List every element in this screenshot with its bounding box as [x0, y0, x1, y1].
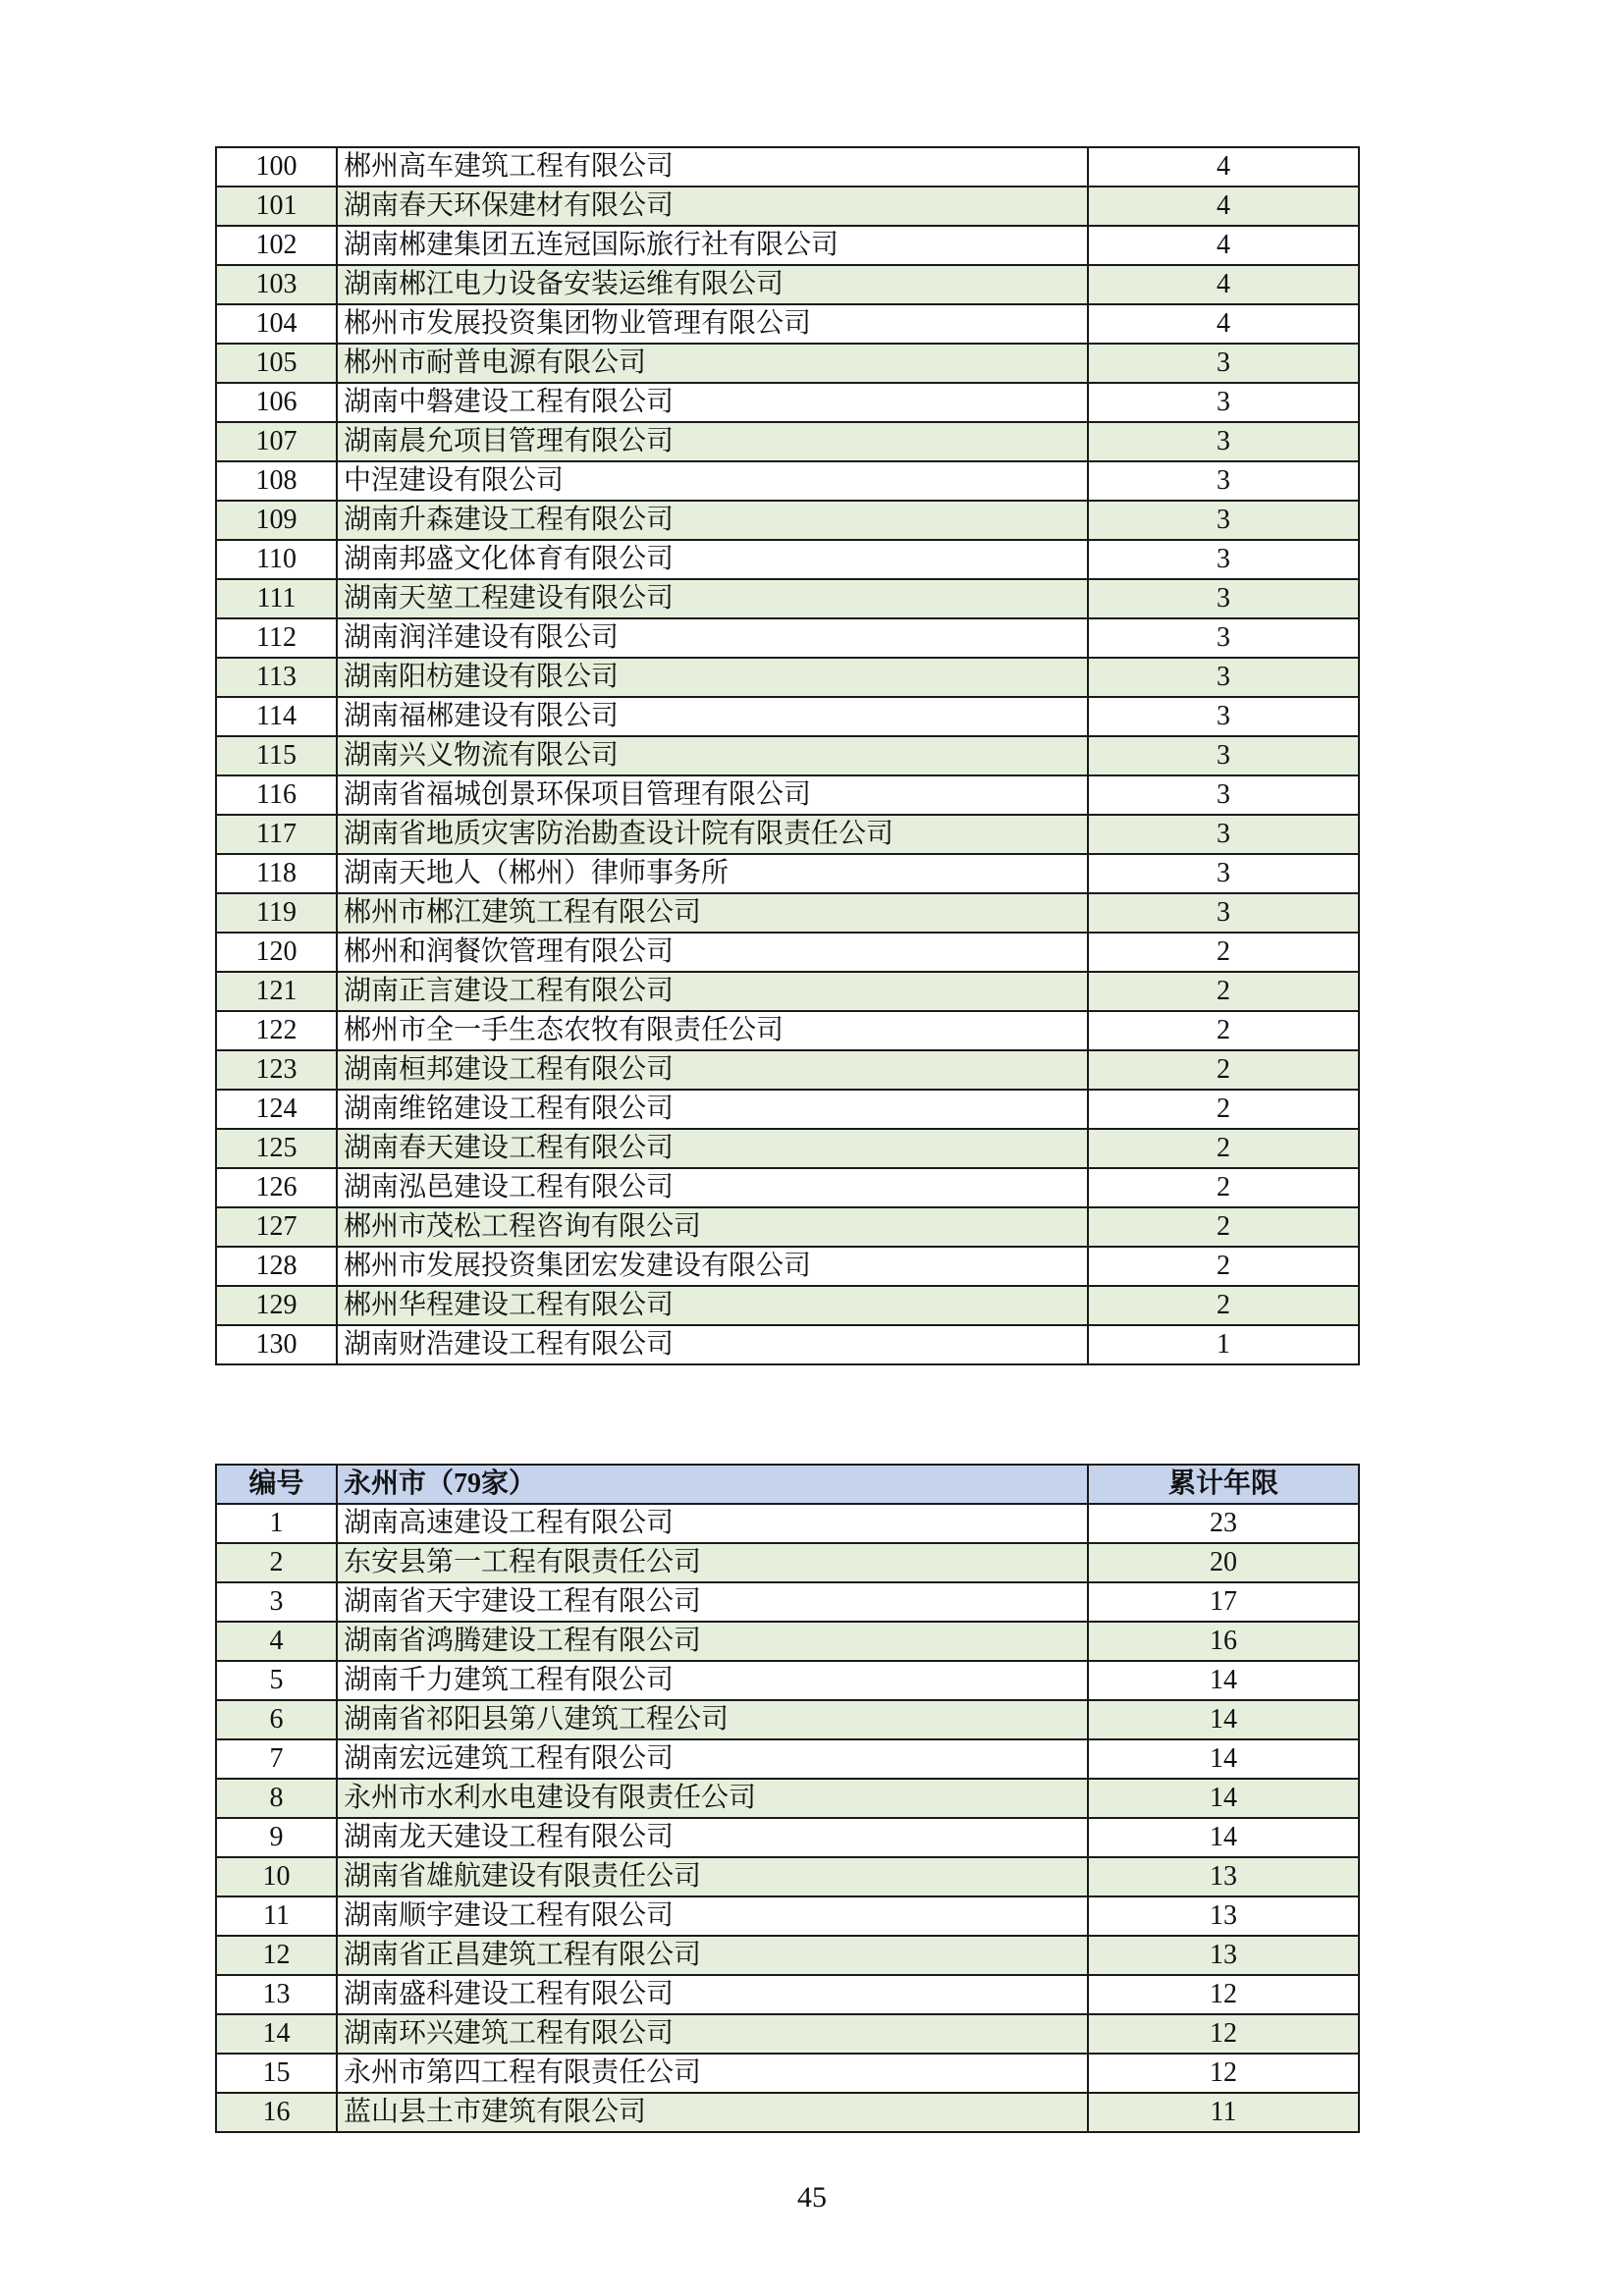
- row-number: 117: [216, 815, 337, 854]
- table-row: [216, 1779, 1359, 1818]
- page-number: 45: [797, 2181, 827, 2214]
- cumulative-years: 4: [1088, 265, 1359, 304]
- cumulative-years: 13: [1088, 1936, 1359, 1975]
- cumulative-years: 4: [1088, 187, 1359, 226]
- cumulative-years: 2: [1088, 1247, 1359, 1286]
- company-name: 湖南省鸿腾建设工程有限公司: [337, 1622, 1088, 1661]
- table-row: [216, 1661, 1359, 1700]
- cumulative-years: 13: [1088, 1896, 1359, 1936]
- company-name: 湖南郴建集团五连冠国际旅行社有限公司: [337, 226, 1088, 265]
- row-number: 115: [216, 736, 337, 775]
- cumulative-years: 3: [1088, 344, 1359, 383]
- company-name: 郴州市发展投资集团物业管理有限公司: [337, 304, 1088, 344]
- table-row: [216, 461, 1359, 501]
- table-row: [216, 2093, 1359, 2132]
- company-name: 湖南省天宇建设工程有限公司: [337, 1582, 1088, 1622]
- company-name: 郴州和润餐饮管理有限公司: [337, 933, 1088, 972]
- table-row: [216, 736, 1359, 775]
- cumulative-years: 4: [1088, 304, 1359, 344]
- cumulative-years: 12: [1088, 2054, 1359, 2093]
- table-row: [216, 422, 1359, 461]
- row-number: 130: [216, 1325, 337, 1364]
- cumulative-years: 3: [1088, 893, 1359, 933]
- company-name: 湖南润洋建设有限公司: [337, 618, 1088, 658]
- row-number: 125: [216, 1129, 337, 1168]
- company-name: 湖南省祁阳县第八建筑工程公司: [337, 1700, 1088, 1739]
- company-name: 湖南维铭建设工程有限公司: [337, 1090, 1088, 1129]
- company-name: 湖南中磐建设工程有限公司: [337, 383, 1088, 422]
- enterprise-table-yongzhou: [215, 1464, 1360, 2133]
- table-row: [216, 1325, 1359, 1364]
- company-name: 湖南省福城创景环保项目管理有限公司: [337, 775, 1088, 815]
- row-number: 129: [216, 1286, 337, 1325]
- table-row: [216, 579, 1359, 618]
- row-number: 122: [216, 1011, 337, 1050]
- row-number: 119: [216, 893, 337, 933]
- cumulative-years: 3: [1088, 736, 1359, 775]
- company-name: 郴州高车建筑工程有限公司: [337, 147, 1088, 187]
- table-row: [216, 1504, 1359, 1543]
- table-row: [216, 697, 1359, 736]
- row-number: 105: [216, 344, 337, 383]
- cumulative-years: 2: [1088, 1168, 1359, 1207]
- table-row: [216, 226, 1359, 265]
- row-number: 103: [216, 265, 337, 304]
- company-name: 东安县第一工程有限责任公司: [337, 1543, 1088, 1582]
- company-name: 郴州华程建设工程有限公司: [337, 1286, 1088, 1325]
- company-name: 湖南龙天建设工程有限公司: [337, 1818, 1088, 1857]
- row-number: 120: [216, 933, 337, 972]
- row-number: 128: [216, 1247, 337, 1286]
- row-number: 4: [216, 1622, 337, 1661]
- cumulative-years: 4: [1088, 147, 1359, 187]
- table-row: [216, 1286, 1359, 1325]
- table-row: [216, 1936, 1359, 1975]
- row-number: 1: [216, 1504, 337, 1543]
- table-row: [216, 1857, 1359, 1896]
- enterprise-table-chenzhou: [215, 146, 1360, 1365]
- table-row: [216, 775, 1359, 815]
- cumulative-years: 2: [1088, 1050, 1359, 1090]
- company-name: 湖南福郴建设有限公司: [337, 697, 1088, 736]
- company-name: 郴州市发展投资集团宏发建设有限公司: [337, 1247, 1088, 1286]
- company-name: 湖南郴江电力设备安装运维有限公司: [337, 265, 1088, 304]
- cumulative-years: 3: [1088, 618, 1359, 658]
- table-row: [216, 2014, 1359, 2054]
- table-row: [216, 344, 1359, 383]
- company-name: 湖南顺宇建设工程有限公司: [337, 1896, 1088, 1936]
- cumulative-years: 3: [1088, 540, 1359, 579]
- row-number: 16: [216, 2093, 337, 2132]
- cumulative-years: 2: [1088, 1129, 1359, 1168]
- company-name: 湖南升森建设工程有限公司: [337, 501, 1088, 540]
- row-number: 10: [216, 1857, 337, 1896]
- row-number: 102: [216, 226, 337, 265]
- cumulative-years: 14: [1088, 1700, 1359, 1739]
- row-number: 9: [216, 1818, 337, 1857]
- table-row: [216, 1129, 1359, 1168]
- cumulative-years: 13: [1088, 1857, 1359, 1896]
- company-name: 湖南泓邑建设工程有限公司: [337, 1168, 1088, 1207]
- row-number: 7: [216, 1739, 337, 1779]
- table-row: [216, 1011, 1359, 1050]
- table-row: [216, 1207, 1359, 1247]
- table-row: [216, 265, 1359, 304]
- table-row: [216, 1896, 1359, 1936]
- row-number: 100: [216, 147, 337, 187]
- cumulative-years: 14: [1088, 1818, 1359, 1857]
- company-name: 郴州市郴江建筑工程有限公司: [337, 893, 1088, 933]
- row-number: 124: [216, 1090, 337, 1129]
- company-name: 湖南千力建筑工程有限公司: [337, 1661, 1088, 1700]
- table-row: [216, 540, 1359, 579]
- cumulative-years: 3: [1088, 422, 1359, 461]
- header-number: 编号: [216, 1465, 337, 1504]
- cumulative-years: 2: [1088, 933, 1359, 972]
- company-name: 湖南省地质灾害防治勘查设计院有限责任公司: [337, 815, 1088, 854]
- company-name: 永州市水利水电建设有限责任公司: [337, 1779, 1088, 1818]
- row-number: 126: [216, 1168, 337, 1207]
- cumulative-years: 23: [1088, 1504, 1359, 1543]
- company-name: 蓝山县土市建筑有限公司: [337, 2093, 1088, 2132]
- row-number: 3: [216, 1582, 337, 1622]
- row-number: 127: [216, 1207, 337, 1247]
- cumulative-years: 12: [1088, 2014, 1359, 2054]
- company-name: 郴州市耐普电源有限公司: [337, 344, 1088, 383]
- row-number: 13: [216, 1975, 337, 2014]
- company-name: 湖南省雄航建设有限责任公司: [337, 1857, 1088, 1896]
- table-header-row: [216, 1465, 1359, 1504]
- cumulative-years: 3: [1088, 658, 1359, 697]
- company-name: 湖南邦盛文化体育有限公司: [337, 540, 1088, 579]
- table-row: [216, 147, 1359, 187]
- cumulative-years: 14: [1088, 1739, 1359, 1779]
- table-row: [216, 854, 1359, 893]
- row-number: 111: [216, 579, 337, 618]
- cumulative-years: 17: [1088, 1582, 1359, 1622]
- company-name: 湖南正言建设工程有限公司: [337, 972, 1088, 1011]
- header-city: 永州市（79家）: [337, 1465, 1088, 1504]
- table-row: [216, 2054, 1359, 2093]
- company-name: 湖南兴义物流有限公司: [337, 736, 1088, 775]
- company-name: 湖南财浩建设工程有限公司: [337, 1325, 1088, 1364]
- row-number: 118: [216, 854, 337, 893]
- company-name: 永州市第四工程有限责任公司: [337, 2054, 1088, 2093]
- cumulative-years: 11: [1088, 2093, 1359, 2132]
- company-name: 湖南晨允项目管理有限公司: [337, 422, 1088, 461]
- cumulative-years: 2: [1088, 1090, 1359, 1129]
- cumulative-years: 14: [1088, 1779, 1359, 1818]
- table-row: [216, 1050, 1359, 1090]
- cumulative-years: 3: [1088, 854, 1359, 893]
- table-row: [216, 815, 1359, 854]
- company-name: 湖南盛科建设工程有限公司: [337, 1975, 1088, 2014]
- company-name: 郴州市茂松工程咨询有限公司: [337, 1207, 1088, 1247]
- table-row: [216, 1582, 1359, 1622]
- table-row: [216, 1622, 1359, 1661]
- cumulative-years: 4: [1088, 226, 1359, 265]
- row-number: 12: [216, 1936, 337, 1975]
- cumulative-years: 2: [1088, 972, 1359, 1011]
- cumulative-years: 2: [1088, 1207, 1359, 1247]
- table-row: [216, 1700, 1359, 1739]
- cumulative-years: 16: [1088, 1622, 1359, 1661]
- row-number: 8: [216, 1779, 337, 1818]
- cumulative-years: 3: [1088, 815, 1359, 854]
- cumulative-years: 2: [1088, 1286, 1359, 1325]
- company-name: 郴州市全一手生态农牧有限责任公司: [337, 1011, 1088, 1050]
- row-number: 109: [216, 501, 337, 540]
- company-name: 中涅建设有限公司: [337, 461, 1088, 501]
- table-row: [216, 1090, 1359, 1129]
- row-number: 116: [216, 775, 337, 815]
- table-row: [216, 1168, 1359, 1207]
- table-row: [216, 187, 1359, 226]
- table-row: [216, 1247, 1359, 1286]
- table-row: [216, 658, 1359, 697]
- row-number: 15: [216, 2054, 337, 2093]
- cumulative-years: 1: [1088, 1325, 1359, 1364]
- row-number: 6: [216, 1700, 337, 1739]
- table-row: [216, 933, 1359, 972]
- table-row: [216, 383, 1359, 422]
- row-number: 107: [216, 422, 337, 461]
- row-number: 14: [216, 2014, 337, 2054]
- table-row: [216, 893, 1359, 933]
- cumulative-years: 14: [1088, 1661, 1359, 1700]
- table-row: [216, 1818, 1359, 1857]
- row-number: 110: [216, 540, 337, 579]
- table-row: [216, 972, 1359, 1011]
- header-years: 累计年限: [1088, 1465, 1359, 1504]
- company-name: 湖南桓邦建设工程有限公司: [337, 1050, 1088, 1090]
- cumulative-years: 3: [1088, 501, 1359, 540]
- cumulative-years: 3: [1088, 775, 1359, 815]
- cumulative-years: 3: [1088, 461, 1359, 501]
- table-row: [216, 1975, 1359, 2014]
- company-name: 湖南天堃工程建设有限公司: [337, 579, 1088, 618]
- row-number: 113: [216, 658, 337, 697]
- row-number: 106: [216, 383, 337, 422]
- row-number: 11: [216, 1896, 337, 1936]
- cumulative-years: 20: [1088, 1543, 1359, 1582]
- table-row: [216, 1543, 1359, 1582]
- row-number: 123: [216, 1050, 337, 1090]
- row-number: 2: [216, 1543, 337, 1582]
- row-number: 112: [216, 618, 337, 658]
- company-name: 湖南环兴建筑工程有限公司: [337, 2014, 1088, 2054]
- row-number: 104: [216, 304, 337, 344]
- company-name: 湖南春天建设工程有限公司: [337, 1129, 1088, 1168]
- cumulative-years: 2: [1088, 1011, 1359, 1050]
- cumulative-years: 3: [1088, 697, 1359, 736]
- row-number: 108: [216, 461, 337, 501]
- company-name: 湖南宏远建筑工程有限公司: [337, 1739, 1088, 1779]
- table-row: [216, 1739, 1359, 1779]
- cumulative-years: 12: [1088, 1975, 1359, 2014]
- company-name: 湖南天地人（郴州）律师事务所: [337, 854, 1088, 893]
- cumulative-years: 3: [1088, 579, 1359, 618]
- table-row: [216, 501, 1359, 540]
- table-row: [216, 618, 1359, 658]
- company-name: 湖南春天环保建材有限公司: [337, 187, 1088, 226]
- row-number: 101: [216, 187, 337, 226]
- table-row: [216, 304, 1359, 344]
- company-name: 湖南阳枋建设有限公司: [337, 658, 1088, 697]
- company-name: 湖南高速建设工程有限公司: [337, 1504, 1088, 1543]
- cumulative-years: 3: [1088, 383, 1359, 422]
- row-number: 114: [216, 697, 337, 736]
- row-number: 121: [216, 972, 337, 1011]
- company-name: 湖南省正昌建筑工程有限公司: [337, 1936, 1088, 1975]
- row-number: 5: [216, 1661, 337, 1700]
